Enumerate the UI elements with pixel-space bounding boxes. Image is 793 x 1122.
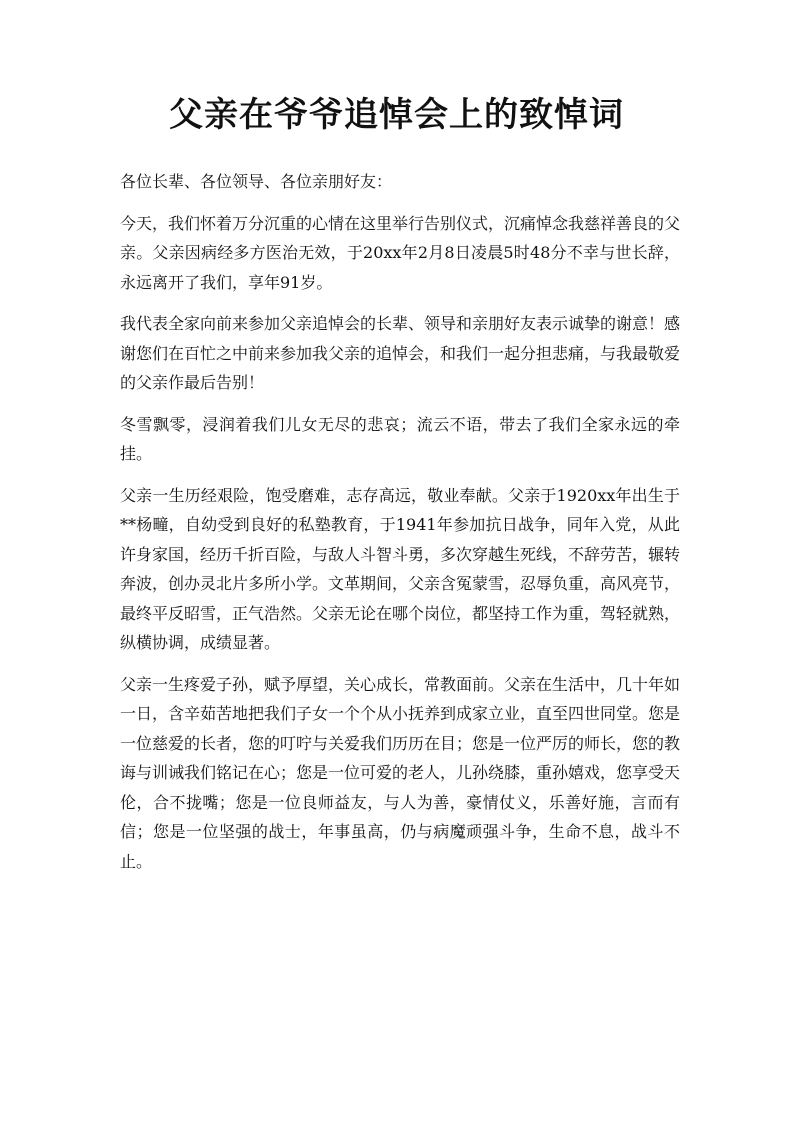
salutation-paragraph: 各位长辈、各位领导、各位亲朋好友：	[120, 172, 393, 191]
body-paragraph: 冬雪飘零，浸润着我们儿女无尽的悲哀；流云不语，带去了我们全家永远的牵挂。	[120, 414, 680, 463]
document-title: 父亲在爷爷追悼会上的致悼词	[169, 95, 624, 135]
document-body	[120, 167, 680, 888]
body-paragraph: 今天，我们怀着万分沉重的心情在这里举行告别仪式，沉痛悼念我慈祥善良的父亲。父亲因病经多方医治无效，于20xx年2月8日凌晨5时48分不幸与世长辞，永远离开了我们，享年91岁。	[120, 213, 681, 292]
body-paragraph: 我代表全家向前来参加父亲追悼会的长辈、领导和亲朋好友表示诚挚的谢意！感谢您们在百忙之中前来参加我父亲的追悼会，和我们一起分担悲痛，与我最敬爱的父亲作最后告别！	[120, 314, 681, 392]
body-paragraph: 父亲一生历经艰险，饱受磨难，志存高远，敬业奉献。父亲于1920xx年出生于**杨疃，自幼受到良好的私塾教育，于1941年参加抗日战争，同年入党，从此许身家国，经历千折百险，与敌人斗智斗勇，多次穿越生死线，不辞劳苦，辗转奔波，创办灵北片多所小学。文革期间，父亲含冤蒙雪，忍辱负重，高风亮节，最终平反昭雪，正气浩然。父亲无论在哪个岗位，都坚持工作为重，驾轻就熟，纵横协调，成绩显著。	[120, 485, 681, 652]
body-paragraph: 父亲一生疼爱子孙，赋予厚望，关心成长，常教面前。父亲在生活中，几十年如一日，含辛茹苦地把我们子女一个个从小抚养到成家立业，直至四世同堂。您是一位慈爱的长者，您的叮咛与关爱我们历历在目；您是一位严厉的师长，您的教诲与训诫我们铭记在心；您是一位可爱的老人，儿孙绕膝，重孙嬉戏，您享受天伦，合不拢嘴；您是一位良师益友，与人为善，豪情仗义，乐善好施，言而有信；您是一位坚强的战士，年事虽高，仍与病魔顽强斗争，生命不息，战斗不止。	[120, 674, 681, 871]
